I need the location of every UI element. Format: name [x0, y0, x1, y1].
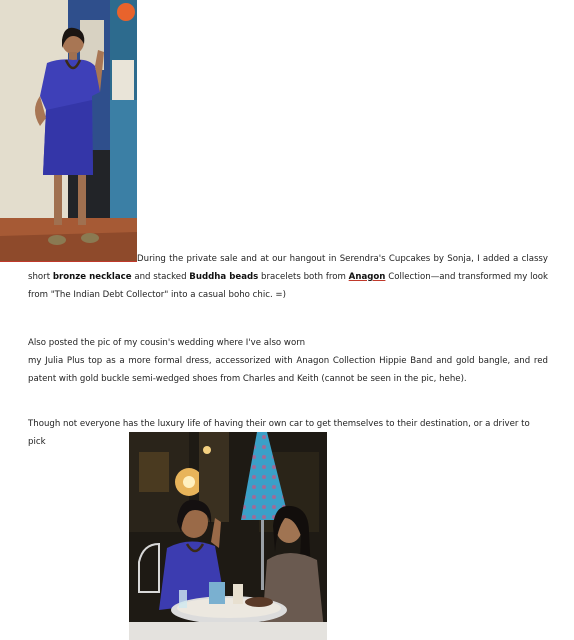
paragraph-hangout-text-d: Collection—and transformed my look from "The Indian Debt Collector" into a casual boho chic. =): [28, 272, 548, 300]
photo-cafe-friends-image: [129, 432, 327, 640]
paragraph-wedding: [28, 334, 548, 388]
paragraph-hangout-text-a: During the private sale and at our hangout in Serendra's Cupcakes by Sonja, I added a classy short: [28, 254, 548, 282]
paragraph-wedding-line2: my Julia Plus top as a more formal dress, accessorized with Anagon Collection Hippie Band and gold bangle, and red patent with gold buckle semi-wedged shoes from Charles and Keith (cannot be seen in the pic, hehe).: [28, 356, 548, 384]
bronze-necklace-text: bronze necklace: [52, 272, 132, 282]
photo-woman-blue-dress: [0, 0, 137, 262]
buddha-beads-text: Buddha beads: [189, 272, 259, 282]
photo-cafe-friends: [129, 432, 327, 640]
paragraph-hangout: [28, 250, 548, 304]
anagon-link[interactable]: Anagon: [348, 272, 386, 282]
paragraph-hangout-text-c: bracelets both from: [258, 272, 349, 282]
paragraph-hangout-text-b: and stacked: [131, 272, 190, 282]
paragraph-wedding-line1: Also posted the pic of my cousin's wedding where I've also worn: [28, 338, 306, 348]
photo-woman-blue-dress-image: [0, 0, 137, 262]
paragraph-luxury: Though not everyone has the luxury life of having their own car to get themselves to their destination, or a driver to pick: [28, 419, 530, 447]
